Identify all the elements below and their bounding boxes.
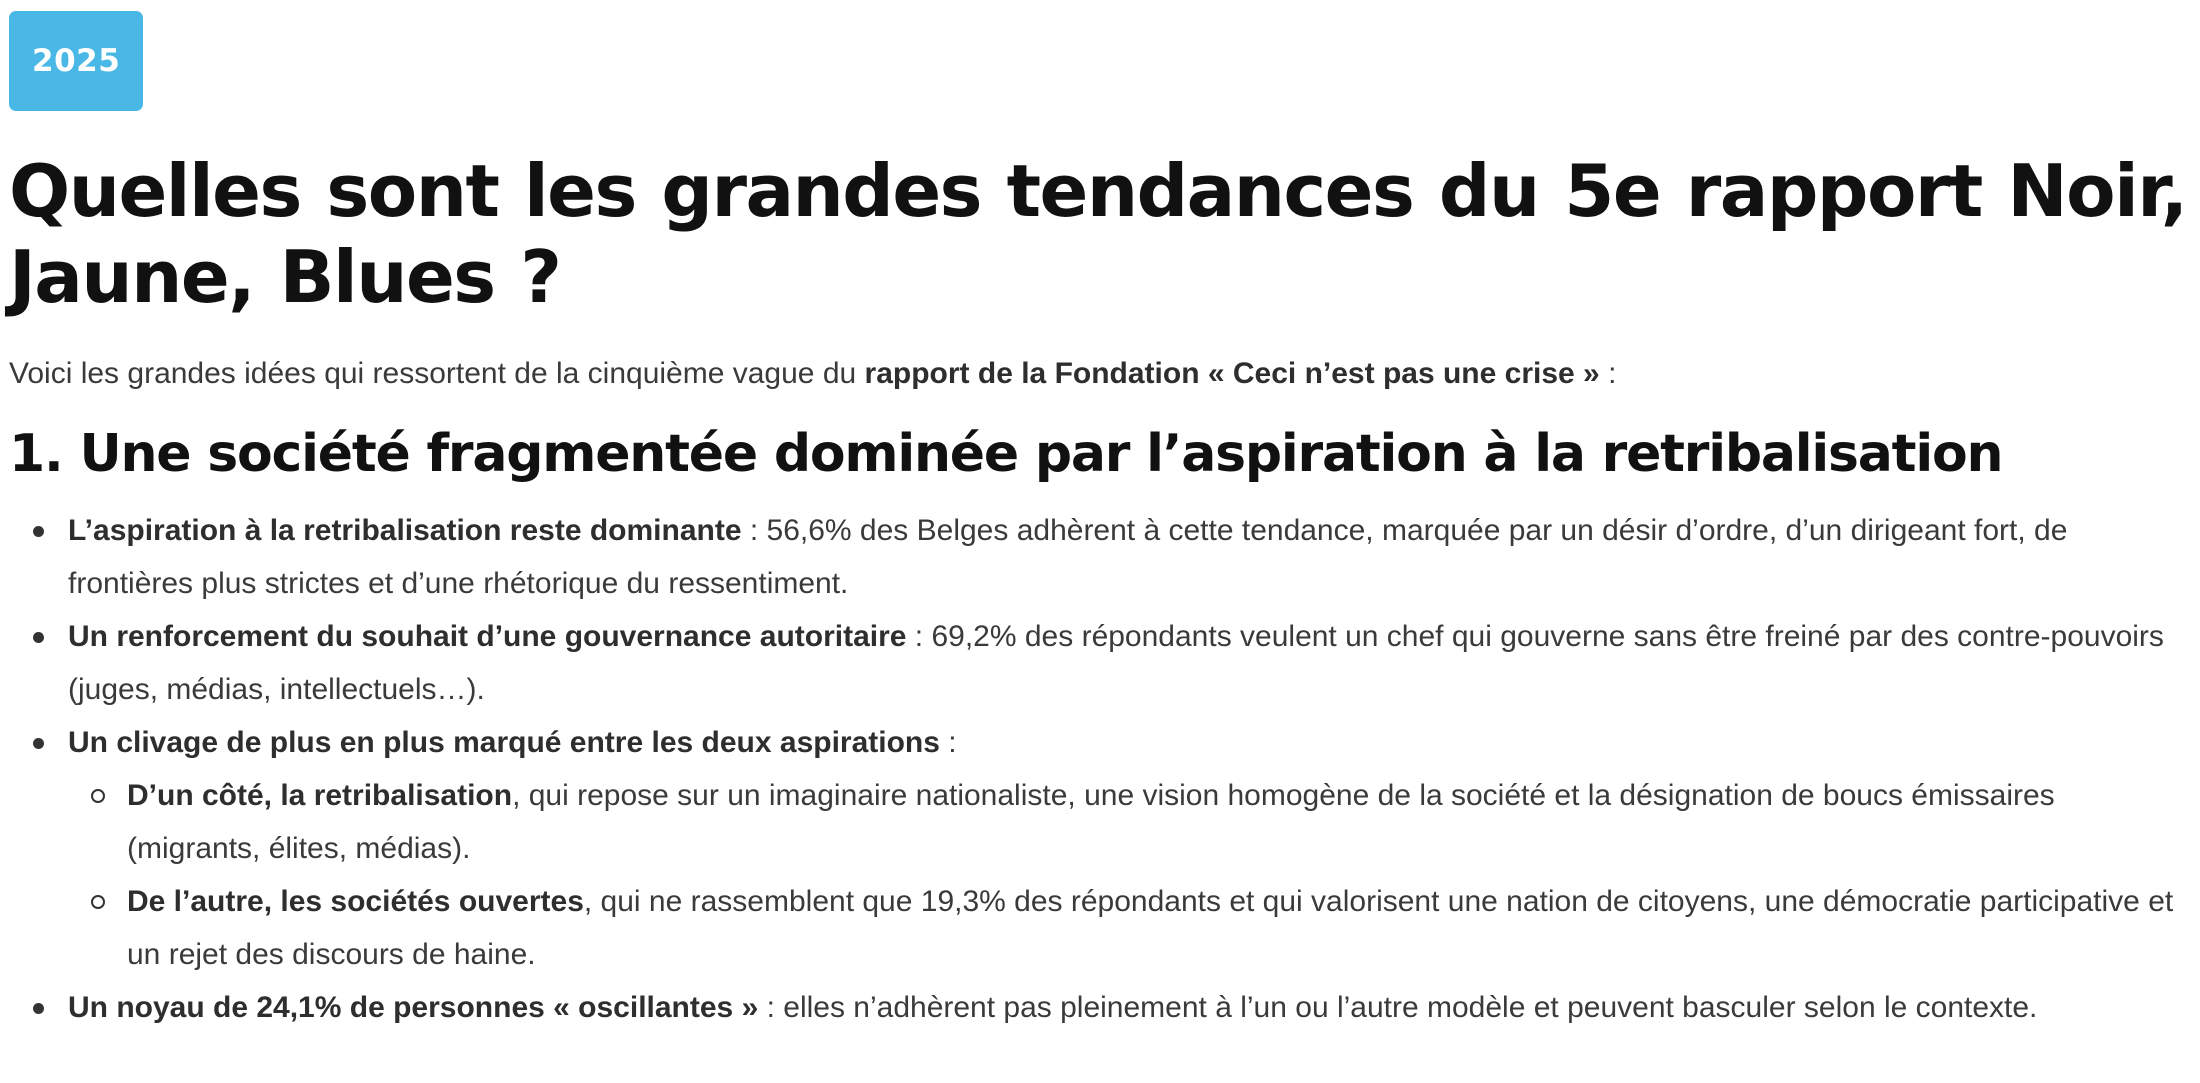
bullet-dot-icon	[33, 632, 44, 643]
sub-list-item-bold: D’un côté, la retribalisation	[127, 779, 513, 812]
bullet-circle-icon	[91, 789, 105, 803]
bullet-dot-icon	[33, 526, 44, 537]
bullet-circle-icon	[91, 895, 105, 909]
intro-bold: rapport de la Fondation « Ceci n’est pas une crise »	[864, 357, 1600, 390]
intro-suffix: :	[1599, 357, 1617, 390]
year-badge[interactable]: 2025	[9, 11, 143, 111]
list-item-bold: L’aspiration à la retribalisation reste dominante	[68, 514, 742, 547]
page-title: Quelles sont les grandes tendances du 5e rapport Noir, Jaune, Blues ?	[9, 149, 2187, 319]
sub-list-item	[68, 875, 2189, 981]
list-item-bold: Un clivage de plus en plus marqué entre les deux aspirations	[68, 726, 940, 759]
list-item-text: :	[939, 726, 957, 759]
sub-list-item-text: , qui repose sur un imaginaire nationaliste, une vision homogène de la société et la désignation de boucs émissaires (migrants, élites, médias).	[127, 779, 2055, 865]
list-item-text: : 56,6% des Belges adhèrent à cette tendance, marquée par un désir d’ordre, d’un dirigeant fort, de frontières plus strictes et d’une rhétorique du ressentiment.	[68, 514, 2068, 600]
list-item-text: : elles n’adhèrent pas pleinement à l’un ou l’autre modèle et peuvent basculer selon le contexte.	[758, 991, 2038, 1024]
intro-paragraph	[9, 350, 2189, 398]
sub-list-item-text: , qui ne rassemblent que 19,3% des répondants et qui valorisent une nation de citoyens, une démocratie participative et un rejet des discours de haine.	[127, 885, 2174, 971]
list-item-bold: Un noyau de 24,1% de personnes « oscillantes »	[68, 991, 759, 1024]
bullet-dot-icon	[33, 738, 44, 749]
list-item	[9, 504, 2189, 610]
section-title: 1. Une société fragmentée dominée par l’aspiration à la retribalisation	[9, 424, 2003, 484]
list-item	[9, 610, 2189, 716]
list-item	[9, 716, 2189, 981]
list-item	[9, 981, 2189, 1034]
list-item-bold: Un renforcement du souhait d’une gouvernance autoritaire	[68, 620, 907, 653]
intro-text: Voici les grandes idées qui ressortent de la cinquième vague du	[9, 357, 865, 390]
list-item-text: : 69,2% des répondants veulent un chef qui gouverne sans être freiné par des contre-pouvoirs (juges, médias, intellectuels…).	[68, 620, 2164, 706]
sub-bullet-list	[68, 769, 2189, 981]
sub-list-item-bold: De l’autre, les sociétés ouvertes	[127, 885, 584, 918]
sub-list-item	[68, 769, 2189, 875]
article	[9, 11, 2189, 1034]
bullet-list	[9, 504, 2189, 1034]
bullet-dot-icon	[33, 1003, 44, 1014]
